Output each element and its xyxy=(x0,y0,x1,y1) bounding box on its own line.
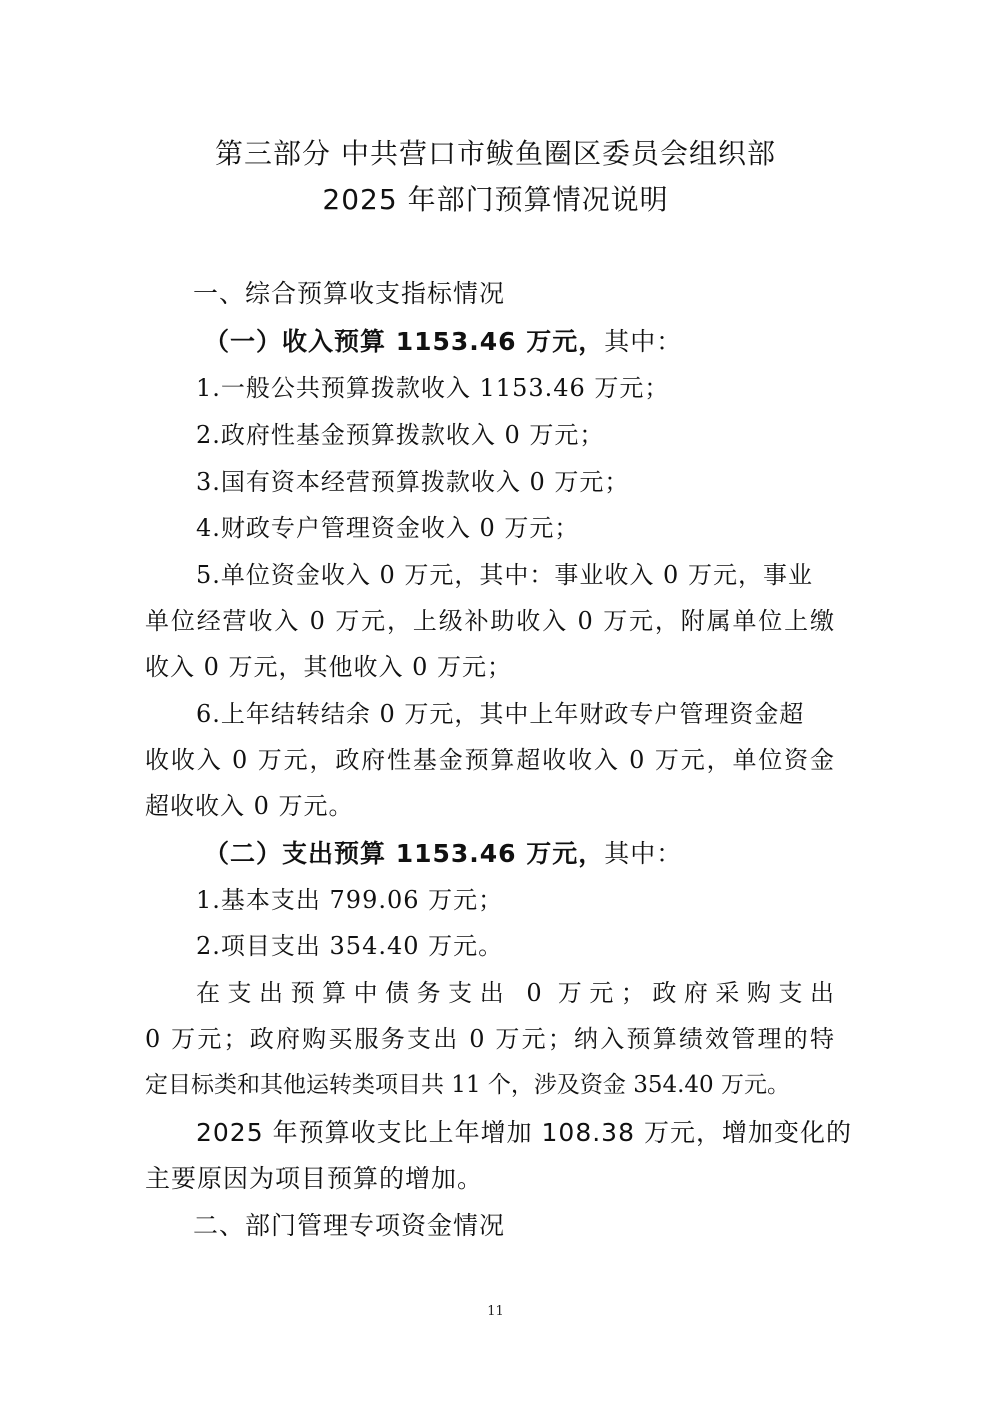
income-item-6-line-1: 6.上年结转结余 0 万元，其中上年财政专户管理资金超 xyxy=(196,700,805,728)
change-line-2: 主要原因为项目预算的增加。 xyxy=(145,1164,484,1193)
income-item-6-line-3: 超收收入 0 万元。 xyxy=(145,792,354,820)
expense-paragraph-line-3: 定目标类和其他运转类项目共 11 个，涉及资金 354.40 万元。 xyxy=(145,1072,790,1098)
expense-paragraph-line-1: 在支出预算中债务支出 0 万元；政府采购支出 xyxy=(196,979,835,1007)
income-heading xyxy=(204,322,682,358)
section-1-heading: 一、综合预算收支指标情况 xyxy=(193,279,506,308)
income-heading-suffix: 其中： xyxy=(604,327,683,356)
expense-item-1: 1.基本支出 799.06 万元； xyxy=(196,886,504,914)
expense-paragraph-line-2: 0 万元；政府购买服务支出 0 万元；纳入预算绩效管理的特 xyxy=(145,1025,835,1053)
section-2-heading: 二、部门管理专项资金情况 xyxy=(193,1211,506,1240)
title-line-2: 2025 年部门预算情况说明 xyxy=(322,183,669,216)
page-number: 11 xyxy=(487,1304,504,1319)
expense-heading-bold: （二）支出预算 1153.46 万元， xyxy=(204,839,605,868)
income-item-1: 1.一般公共预算拨款收入 1153.46 万元； xyxy=(196,374,670,402)
income-item-5-line-3: 收入 0 万元，其他收入 0 万元； xyxy=(145,653,513,681)
expense-heading xyxy=(204,834,682,870)
income-item-5-line-2: 单位经营收入 0 万元，上级补助收入 0 万元，附属单位上缴 xyxy=(145,607,835,635)
income-item-4: 4.财政专户管理资金收入 0 万元； xyxy=(196,514,580,542)
income-item-6-line-2: 收收入 0 万元，政府性基金预算超收收入 0 万元，单位资金 xyxy=(145,746,835,774)
income-item-5-line-1: 5.单位资金收入 0 万元，其中：事业收入 0 万元，事业 xyxy=(196,561,813,589)
income-heading-bold: （一）收入预算 1153.46 万元， xyxy=(204,327,605,356)
title-line-1: 第三部分 中共营口市鲅鱼圈区委员会组织部 xyxy=(215,137,776,170)
income-item-2: 2.政府性基金预算拨款收入 0 万元； xyxy=(196,421,605,449)
change-line-1: 2025 年预算收支比上年增加 108.38 万元，增加变化的 xyxy=(196,1118,852,1147)
income-item-3: 3.国有资本经营预算拨款收入 0 万元； xyxy=(196,468,630,496)
expense-item-2: 2.项目支出 354.40 万元。 xyxy=(196,932,504,960)
expense-heading-suffix: 其中： xyxy=(604,839,683,868)
